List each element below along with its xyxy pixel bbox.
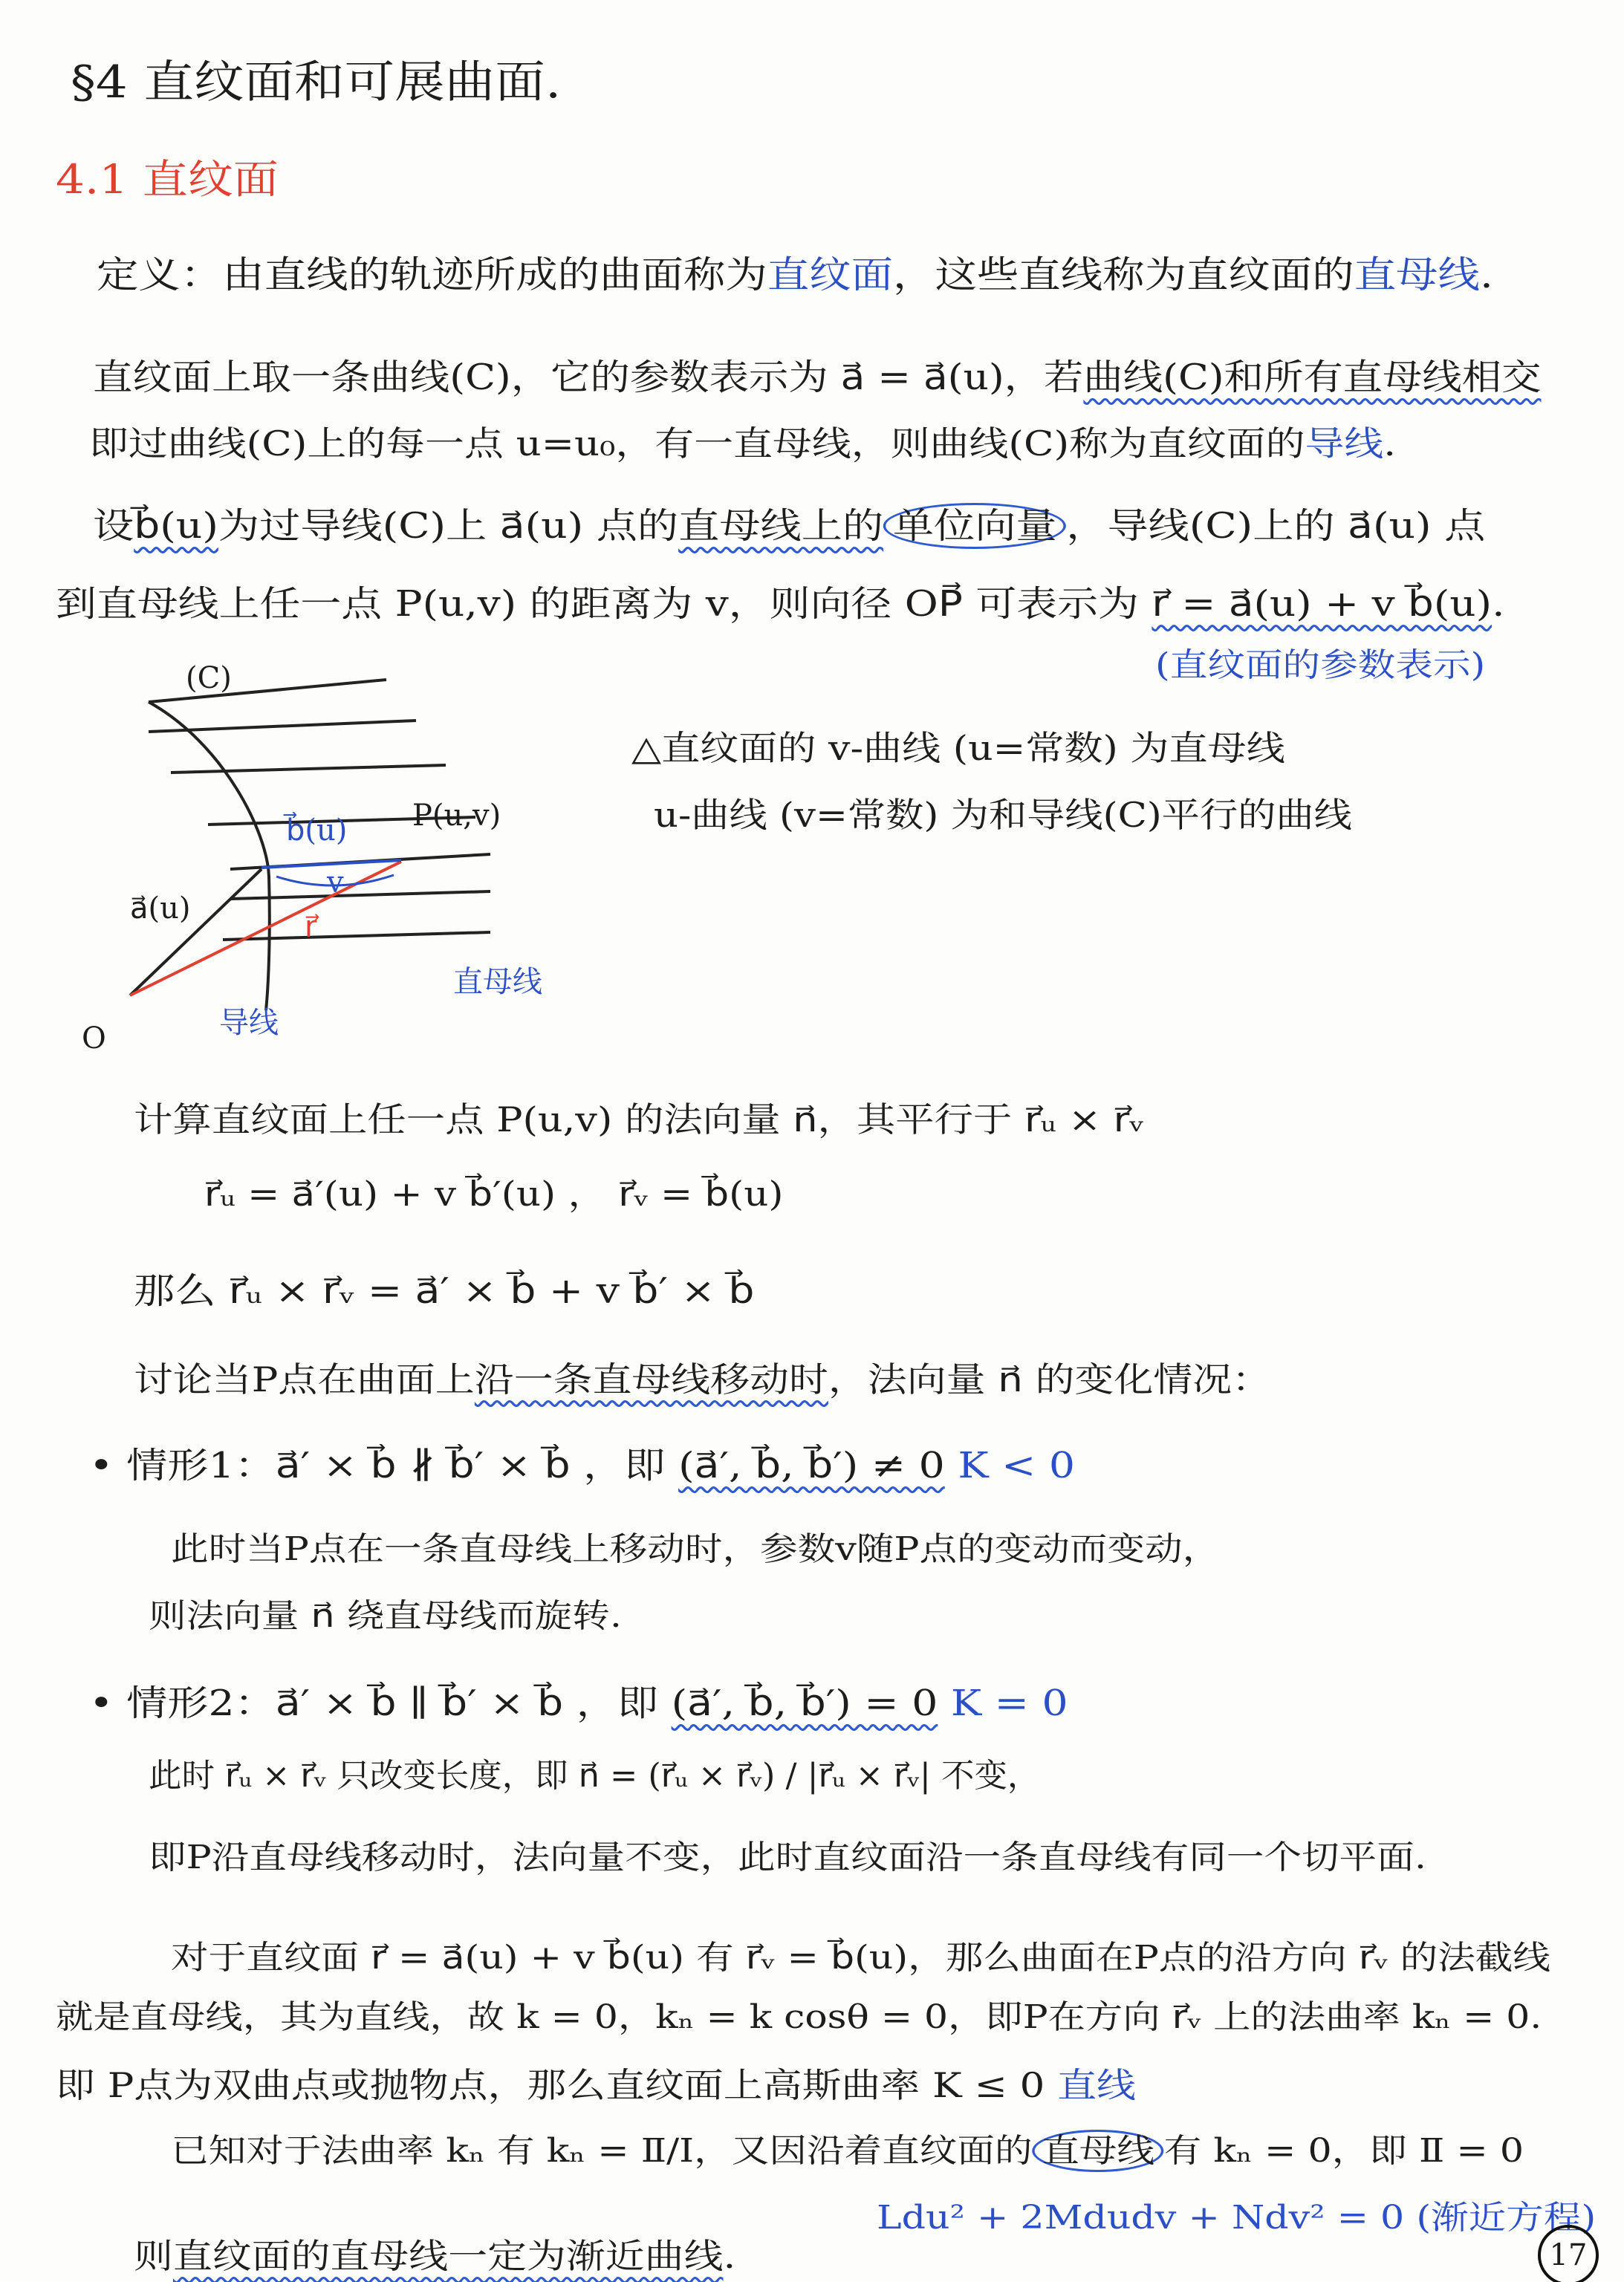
underlined-text: 直母线上的: [678, 505, 884, 547]
underlined-text: 直纹面的直母线一定为渐近曲线: [172, 2236, 724, 2276]
text-segment: 则: [134, 2236, 173, 2276]
text-segment: u-曲线 (v=常数) 为和导线(C)平行的曲线: [654, 795, 1352, 835]
ruling-line: [149, 721, 416, 732]
text-segment: 即P沿直母线移动时，法向量不变，此时直纹面沿一条直母线有同一个切平面.: [149, 1839, 1426, 1876]
text-segment: 已知对于法曲率 kₙ 有 kₙ = Ⅱ/Ⅰ，又因沿着直纹面的: [171, 2132, 1033, 2170]
note-line: [149, 1597, 622, 1636]
ruling-line: [171, 765, 446, 773]
text-segment: • 情形1：a⃗′ × b⃗ ∦ b⃗′ × b⃗ ，即: [89, 1445, 679, 1486]
note-line: [134, 2236, 735, 2277]
text-segment: 讨论当P点在曲面上: [134, 1359, 475, 1400]
label-a-u: a⃗(u): [130, 891, 191, 926]
highlight-term: 导线: [1305, 423, 1384, 464]
note-line: [631, 728, 1285, 769]
text-segment: §4 直纹面和可展曲面.: [71, 56, 562, 108]
text-segment: 那么 r⃗ᵤ × r⃗ᵥ = a⃗′ × b⃗ + v b⃗′ × b⃗: [134, 1270, 755, 1312]
a-vector: [130, 869, 262, 995]
note-line: [171, 1939, 1550, 1978]
note-line: [171, 1530, 1220, 1570]
label-b-u: b⃗(u): [286, 813, 348, 848]
text-segment: 此时 r⃗ᵤ × r⃗ᵥ 只改变长度，即 n⃗ = (r⃗ᵤ × r⃗ᵥ) / |r⃗ᵤ × r⃗ᵥ| 不变，: [149, 1757, 1041, 1795]
highlight-term: Ldu² + 2Mdudv + Ndv² = 0 (渐近方程): [877, 2199, 1597, 2237]
note-line: [71, 56, 561, 109]
note-line: [134, 1270, 754, 1313]
note-line: [89, 423, 1396, 464]
underlined-text: b⃗(u): [134, 505, 218, 547]
circled-term: 单位向量: [883, 503, 1066, 549]
note-line: [89, 1445, 1075, 1488]
text-segment: .: [1479, 253, 1493, 296]
label-curve-c: (C): [186, 661, 232, 695]
underlined-text: (a⃗′, b⃗, b⃗′) ≠ 0: [678, 1445, 945, 1486]
note-line: [1155, 646, 1485, 686]
section-heading: 4.1 直纹面: [56, 156, 279, 203]
text-segment: ，法向量 n⃗ 的变化情况：: [828, 1359, 1272, 1400]
note-line: [134, 1359, 1271, 1400]
text-segment: .: [1492, 583, 1505, 625]
underlined-text: 曲线(C)和所有直母线相交: [1083, 357, 1542, 398]
note-line: [877, 2199, 1596, 2238]
note-line: [97, 253, 1493, 297]
label-ruling: 直母线: [453, 965, 542, 999]
text-segment: 到直母线上任一点 P(u,v) 的距离为 v，则向径 OP⃗ 可表示为: [56, 583, 1152, 625]
note-line: [56, 1998, 1542, 2038]
note-line: [171, 2132, 1524, 2171]
note-line: [93, 357, 1542, 400]
text-segment: • 情形2：a⃗′ × b⃗ ∥ b⃗′ × b⃗ ，即: [89, 1683, 672, 1724]
underlined-text: 沿一条直母线移动时: [474, 1359, 828, 1400]
text-segment: 即过曲线(C)上的每一点 u=u₀，有一直母线，则曲线(C)称为直纹面的: [89, 423, 1305, 464]
text-segment: ，导线(C)上的 a⃗(u) 点: [1066, 505, 1486, 547]
text-segment: 即 P点为双曲点或抛物点，那么直纹面上高斯曲率 K ≤ 0: [56, 2065, 1058, 2105]
text-segment: .: [723, 2236, 736, 2276]
text-segment: 为过导线(C)上 a⃗(u) 点的: [218, 505, 679, 547]
text-segment: 直纹面上取一条曲线(C)，它的参数表示为 a⃗ = a⃗(u)，若: [93, 357, 1084, 398]
label-p-uv: P(u,v): [412, 799, 501, 833]
text-segment: 有 kₙ = 0，即 Ⅱ = 0: [1163, 2132, 1524, 2170]
highlight-term: K = 0: [938, 1683, 1068, 1724]
text-segment: .: [1383, 423, 1397, 464]
note-line: [93, 505, 1485, 548]
circled-term: 直母线: [1033, 2130, 1164, 2172]
page-number: 17: [1538, 2225, 1599, 2282]
r-vector: [130, 862, 401, 995]
highlight-term: 直线: [1057, 2065, 1136, 2105]
note-line: [149, 1839, 1426, 1878]
ruling-line: [149, 680, 386, 702]
text-segment: ，这些直线称为直纹面的: [893, 253, 1354, 296]
underlined-text: r⃗ = a⃗(u) + v b⃗(u): [1152, 583, 1493, 625]
note-line: [56, 2065, 1136, 2106]
text-segment: 计算直纹面上任一点 P(u,v) 的法向量 n⃗，其平行于 r⃗ᵤ × r⃗ᵥ: [134, 1099, 1144, 1140]
note-line: [89, 1683, 1068, 1726]
note-line: [149, 1757, 1040, 1796]
ruling-line: [223, 932, 490, 940]
note-line: [204, 1174, 784, 1215]
note-line: [56, 583, 1505, 626]
note-line: [56, 156, 279, 204]
text-segment: 就是直母线，其为直线，故 k = 0，kₙ = k cosθ = 0，即P在方向 r⃗ᵥ 上的法曲率 kₙ = 0.: [56, 1998, 1542, 2036]
underlined-text: (a⃗′, b⃗, b⃗′) = 0: [671, 1683, 938, 1724]
text-segment: r⃗ᵤ = a⃗′(u) + v b⃗′(u) ， r⃗ᵥ = b⃗(u): [204, 1174, 784, 1214]
text-segment: 则法向量 n⃗ 绕直母线而旋转.: [149, 1597, 622, 1635]
highlight-term: 直纹面: [767, 253, 894, 296]
text-segment: 定义：由直线的轨迹所成的曲面称为: [97, 253, 767, 296]
text-segment: 设: [93, 505, 134, 547]
note-line: [654, 795, 1352, 836]
highlight-term: K < 0: [944, 1445, 1076, 1486]
label-directrix: 导线: [219, 1006, 279, 1040]
note-line: [134, 1099, 1144, 1140]
label-r: r⃗: [305, 910, 317, 944]
label-v: v: [327, 865, 344, 900]
directrix-curve: [149, 702, 270, 1010]
highlight-term: 直母线: [1354, 253, 1480, 296]
label-origin: O: [82, 1021, 106, 1056]
text-segment: 对于直纹面 r⃗ = a⃗(u) + v b⃗(u) 有 r⃗ᵥ = b⃗(u)，那么曲面在P点的沿方向 r⃗ᵥ 的法截线: [171, 1939, 1551, 1977]
text-segment: 此时当P点在一条直母线上移动时，参数v随P点的变动而变动，: [171, 1530, 1221, 1568]
highlight-term: (直纹面的参数表示): [1155, 646, 1486, 684]
text-segment: △直纹面的 v-曲线 (u=常数) 为直母线: [631, 728, 1285, 768]
